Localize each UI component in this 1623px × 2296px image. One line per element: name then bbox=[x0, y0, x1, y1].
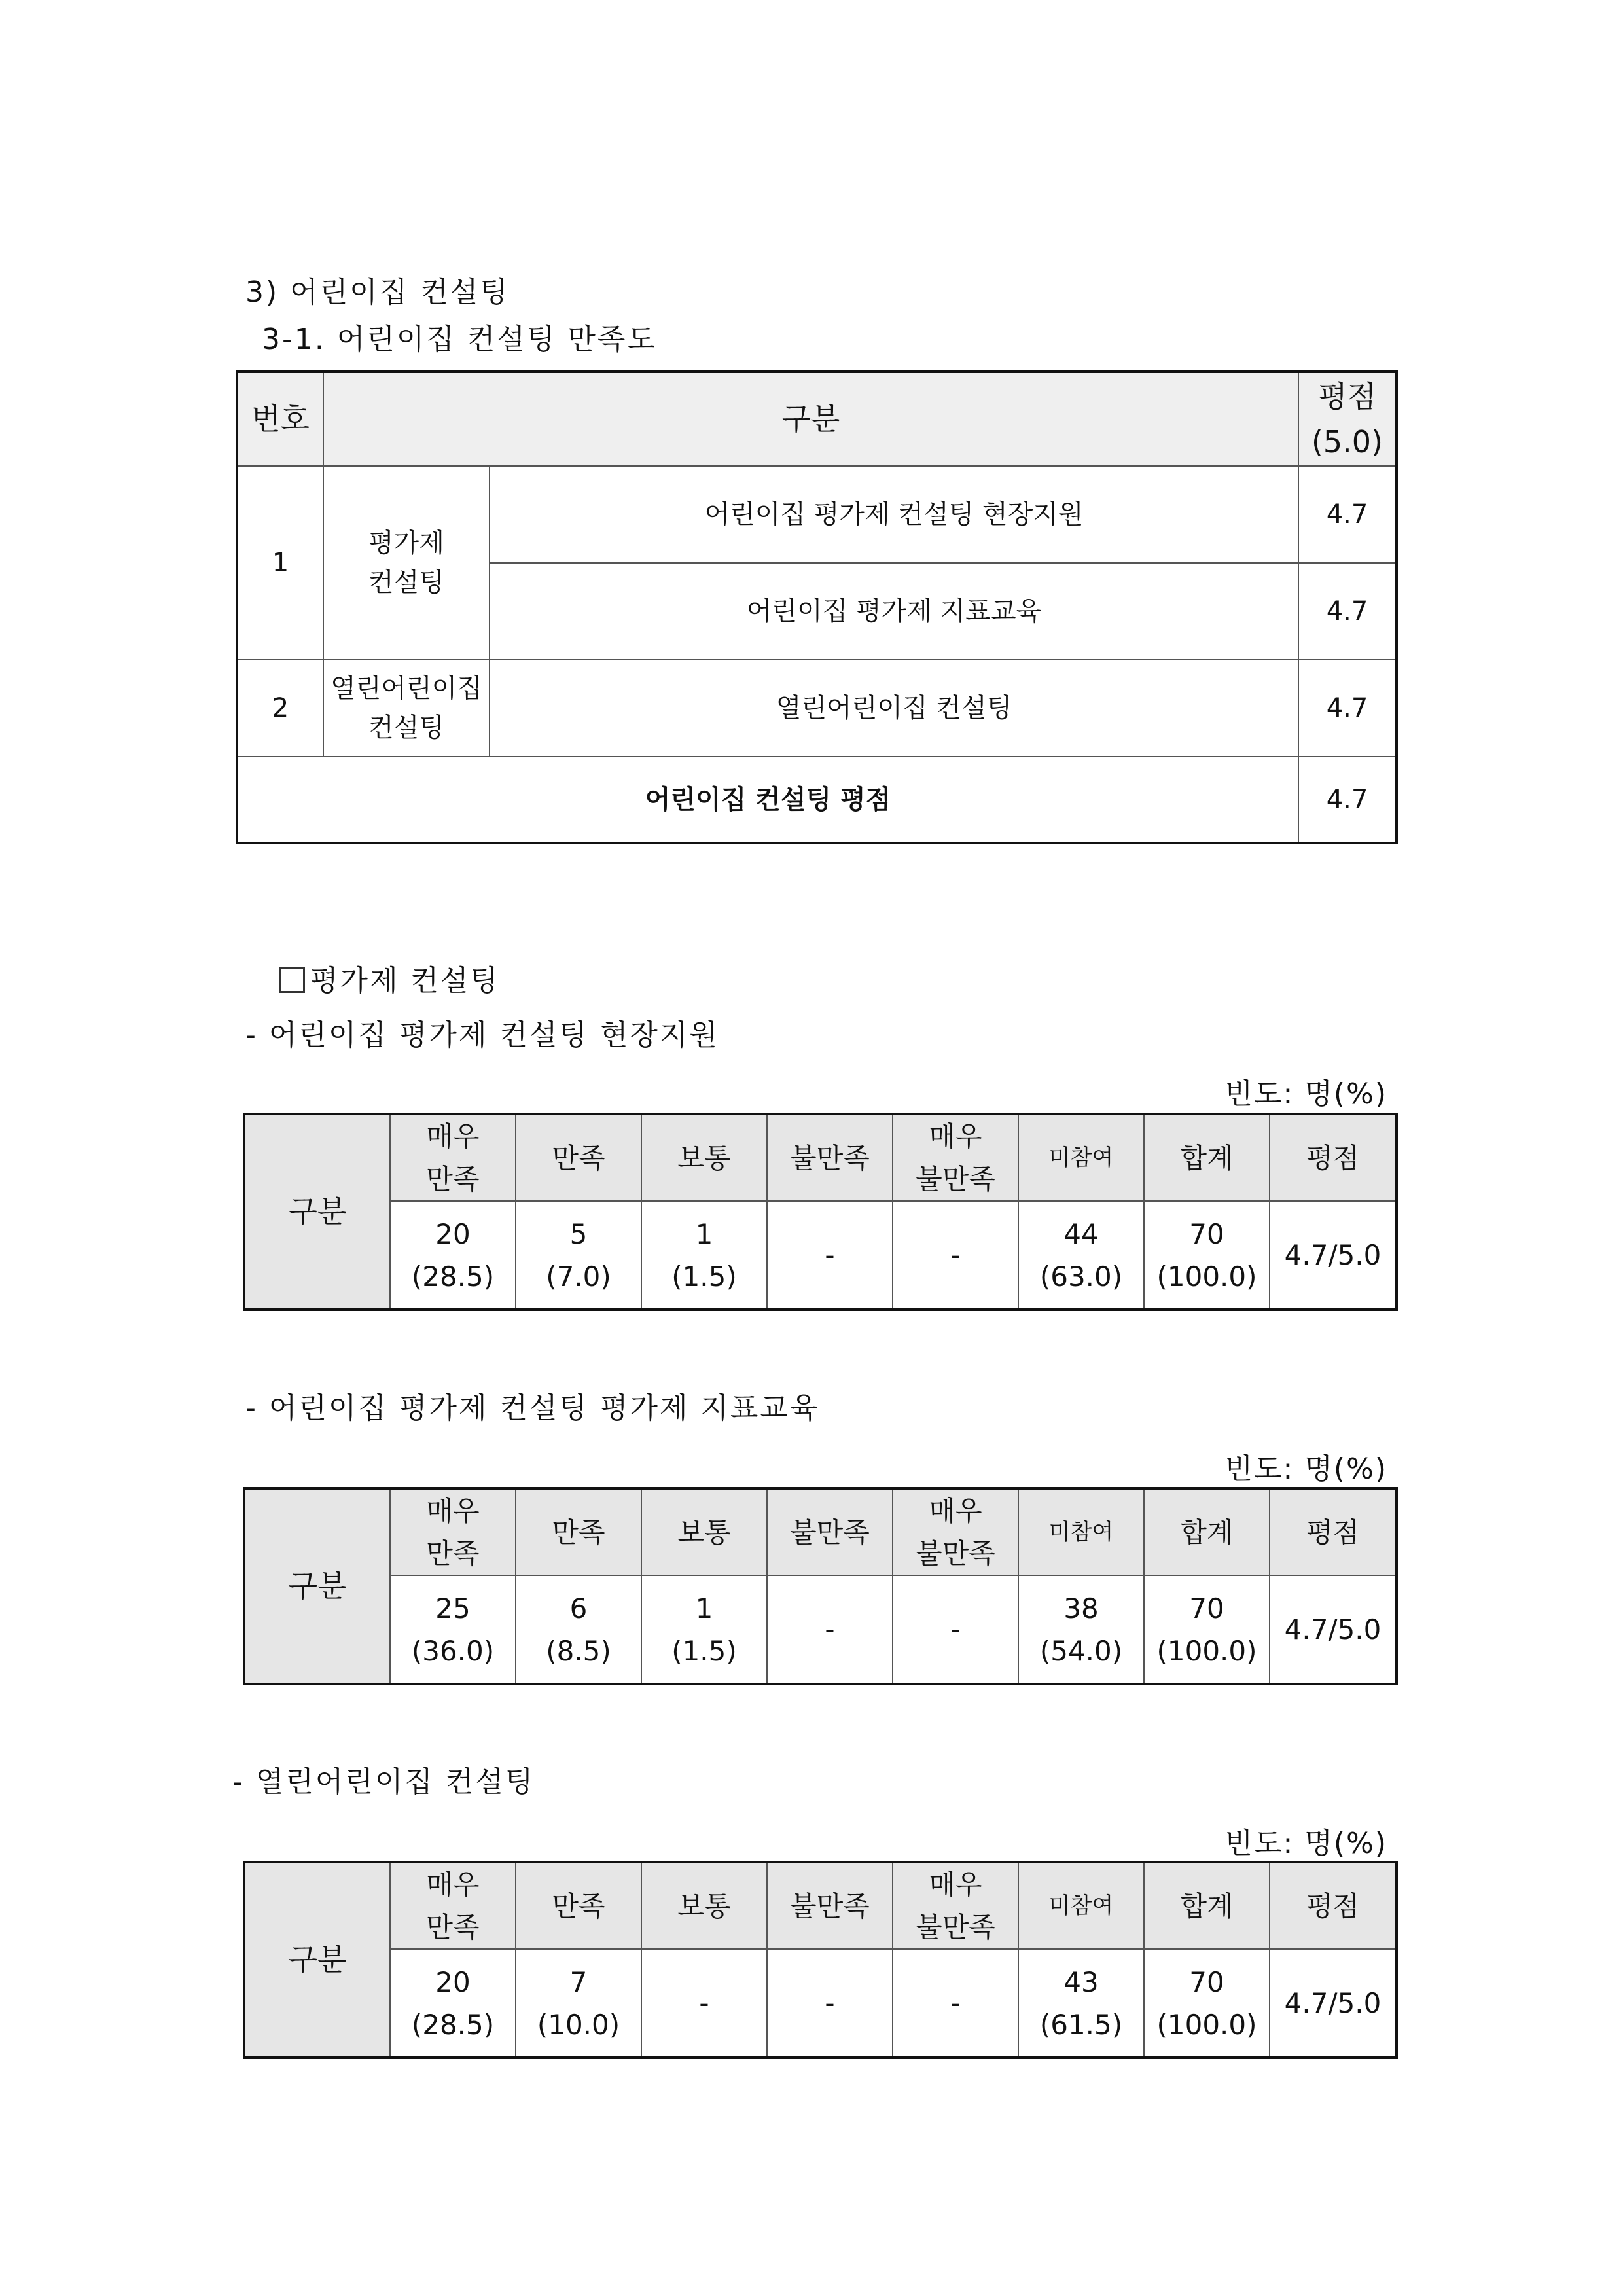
row-item-score: 4.7 bbox=[1298, 563, 1397, 660]
row-label: 구분 bbox=[244, 1488, 390, 1684]
col-header: 매우 불만족 bbox=[893, 1862, 1018, 1949]
total-label: 어린이집 컨설팅 평점 bbox=[237, 757, 1298, 843]
total-row bbox=[237, 757, 1397, 843]
subsection-label: 평가제 컨설팅 bbox=[310, 964, 501, 997]
table-row bbox=[237, 466, 1397, 563]
data-cell: 20 (28.5) bbox=[390, 1949, 516, 2058]
col-header: 미참여 bbox=[1018, 1488, 1144, 1575]
col-header: 보통 bbox=[641, 1488, 767, 1575]
section-subtitle: 3-1. 어린이집 컨설팅 만족도 bbox=[262, 323, 657, 356]
data-cell: 43 (61.5) bbox=[1018, 1949, 1144, 2058]
data-cell: 1 (1.5) bbox=[641, 1575, 767, 1684]
data-cell: 25 (36.0) bbox=[390, 1575, 516, 1684]
table-row bbox=[244, 1949, 1397, 2058]
row-label: 구분 bbox=[244, 1862, 390, 2058]
col-header: 만족 bbox=[516, 1114, 641, 1201]
row-item-score: 4.7 bbox=[1298, 466, 1397, 563]
total-score: 4.7 bbox=[1298, 757, 1397, 843]
row-group: 열린어린이집 컨설팅 bbox=[323, 660, 490, 757]
data-cell: 7 (10.0) bbox=[516, 1949, 641, 2058]
data-cell: - bbox=[893, 1575, 1018, 1684]
data-cell: 1 (1.5) bbox=[641, 1201, 767, 1310]
data-cell: 4.7/5.0 bbox=[1270, 1201, 1397, 1310]
data-cell: 38 (54.0) bbox=[1018, 1575, 1144, 1684]
col-header: 평점 bbox=[1270, 1114, 1397, 1201]
col-header: 만족 bbox=[516, 1488, 641, 1575]
col-header: 매우 만족 bbox=[390, 1114, 516, 1201]
row-label: 구분 bbox=[244, 1114, 390, 1310]
col-header: 매우 만족 bbox=[390, 1862, 516, 1949]
header-score bbox=[1298, 372, 1397, 466]
summary-table bbox=[236, 370, 1398, 844]
table-row bbox=[244, 1575, 1397, 1684]
row-item-name: 어린이집 평가제 지표교육 bbox=[490, 563, 1298, 660]
freq-table-2 bbox=[243, 1487, 1398, 1685]
data-cell: 5 (7.0) bbox=[516, 1201, 641, 1310]
data-cell: - bbox=[767, 1575, 893, 1684]
freq-unit-3: 빈도: 명(%) bbox=[1224, 1827, 1387, 1860]
data-cell: 70 (100.0) bbox=[1144, 1575, 1270, 1684]
col-header: 불만족 bbox=[767, 1488, 893, 1575]
data-cell: 4.7/5.0 bbox=[1270, 1575, 1397, 1684]
data-cell: 44 (63.0) bbox=[1018, 1201, 1144, 1310]
col-header: 미참여 bbox=[1018, 1114, 1144, 1201]
row-no: 2 bbox=[237, 660, 323, 757]
col-header: 평점 bbox=[1270, 1862, 1397, 1949]
freq-title-1: - 어린이집 평가제 컨설팅 현장지원 bbox=[245, 1018, 719, 1052]
col-header: 평점 bbox=[1270, 1488, 1397, 1575]
row-no: 1 bbox=[237, 466, 323, 660]
checkbox-square-icon bbox=[279, 967, 305, 993]
col-header: 합계 bbox=[1144, 1488, 1270, 1575]
col-header: 불만족 bbox=[767, 1862, 893, 1949]
row-item-name: 어린이집 평가제 컨설팅 현장지원 bbox=[490, 466, 1298, 563]
row-item-name: 열린어린이집 컨설팅 bbox=[490, 660, 1298, 757]
header-score-line2: (5.0) bbox=[1311, 423, 1383, 459]
freq-unit-1: 빈도: 명(%) bbox=[1224, 1077, 1387, 1111]
col-header: 합계 bbox=[1144, 1862, 1270, 1949]
data-cell: - bbox=[893, 1949, 1018, 2058]
data-cell: - bbox=[767, 1949, 893, 2058]
col-header: 매우 불만족 bbox=[893, 1488, 1018, 1575]
row-item-score: 4.7 bbox=[1298, 660, 1397, 757]
freq-title-2: - 어린이집 평가제 컨설팅 평가제 지표교육 bbox=[245, 1391, 820, 1425]
header-score-line1: 평점 bbox=[1318, 378, 1376, 414]
col-header: 보통 bbox=[641, 1114, 767, 1201]
data-cell: - bbox=[893, 1201, 1018, 1310]
col-header: 미참여 bbox=[1018, 1862, 1144, 1949]
col-header: 만족 bbox=[516, 1862, 641, 1949]
freq-table-1 bbox=[243, 1113, 1398, 1311]
data-cell: 6 (8.5) bbox=[516, 1575, 641, 1684]
row-group: 평가제 컨설팅 bbox=[323, 466, 490, 660]
table-row bbox=[244, 1201, 1397, 1310]
table-row bbox=[237, 660, 1397, 757]
data-cell: 70 (100.0) bbox=[1144, 1949, 1270, 2058]
col-header: 매우 불만족 bbox=[893, 1114, 1018, 1201]
header-no: 번호 bbox=[237, 372, 323, 466]
col-header: 매우 만족 bbox=[390, 1488, 516, 1575]
col-header: 불만족 bbox=[767, 1114, 893, 1201]
freq-title-3: - 열린어린이집 컨설팅 bbox=[232, 1765, 535, 1799]
data-cell: - bbox=[641, 1949, 767, 2058]
freq-table-3 bbox=[243, 1861, 1398, 2059]
col-header: 합계 bbox=[1144, 1114, 1270, 1201]
section-title: 3) 어린이집 컨설팅 bbox=[245, 276, 510, 309]
data-cell: 20 (28.5) bbox=[390, 1201, 516, 1310]
data-cell: 70 (100.0) bbox=[1144, 1201, 1270, 1310]
data-cell: 4.7/5.0 bbox=[1270, 1949, 1397, 2058]
header-category: 구분 bbox=[323, 372, 1298, 466]
data-cell: - bbox=[767, 1201, 893, 1310]
col-header: 보통 bbox=[641, 1862, 767, 1949]
freq-unit-2: 빈도: 명(%) bbox=[1224, 1452, 1387, 1486]
subsection-heading bbox=[279, 957, 500, 999]
